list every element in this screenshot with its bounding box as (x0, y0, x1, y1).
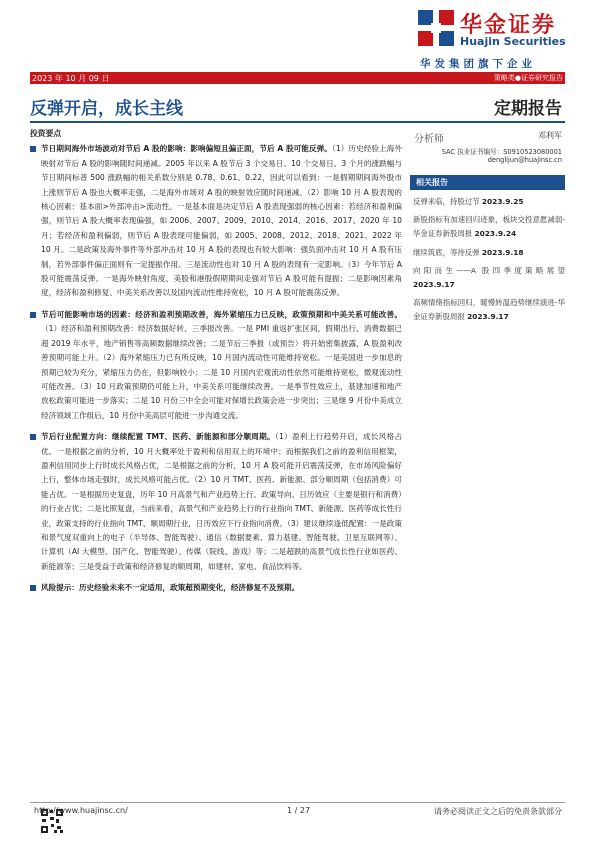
brand-slogan: 华发集团旗下企业 (420, 58, 536, 70)
key-point-body: （1）盈利上行趋势开启，成长风格占优。一是根据之前的分析，10 月大概率处于盈利和信用双上的环境中；而根据我们之前的盈利信用框架，盈利信用同步上行时成长风格占优，二是根据之前的分析，10 月 A 股可能开启震荡反弹，在市场风险偏好上行，整体市场走强时，成长风格可能占优。（2）10 月 TMT、医药、新能源、部分顺周期（包括消费）可能占优。一是根据历史复盘，历年 10 月高景气和产业趋势上行、政策导向、日历效应（主要是银行和消费）的行业占优；二是比照复盘，当前来看，高景气和产业趋势上行的行业指向 TMT、新能源、医药等成长性行业，政策支持的行业指向 TMT、顺周期行业，日历效应下行业指向消费。（3）建议继续逢低配置：一是政策和景气度双重向上的电子（半导体、智能驾驶）、通信（数据要素、算力基建、智能驾驶、卫星互联网等）、计算机（AI 大模型、国产化、智能驾驶）、传媒（院线、游戏）等；二是超跌的高景气成长性行业如医药、新能源等；三是受益于政策和经济修复的顺周期，如建材、家电、食品饮料等。 (41, 432, 402, 571)
key-point (30, 430, 402, 574)
bullet-icon (30, 312, 36, 318)
related-reports-title: 相关报告 (416, 178, 448, 187)
related-report-link[interactable] (413, 296, 565, 324)
bullet-icon (30, 146, 36, 152)
report-type: 定期报告 (494, 99, 562, 119)
related-report-title: 继续筑底，等待反弹 (413, 247, 480, 257)
report-category: 策略类●证券研究报告 (493, 74, 563, 82)
related-report-date: 2023.9.17 (467, 312, 509, 322)
footer-divider (30, 802, 565, 803)
page-title: 反弹开启，成长主线 (30, 99, 183, 119)
related-report-link[interactable] (413, 213, 565, 241)
key-point-lead: 节后行业配置方向：继续配置 TMT、医药、新能源和部分顺周期。 (41, 432, 275, 442)
related-report-title: 新股指标有加速回归迹象，板块交投意愿减弱-华金证券新股周报 (413, 215, 565, 239)
related-report-title: 反弹来临，持股过节 (413, 197, 480, 206)
related-report-date: 2023.9.18 (481, 247, 524, 257)
section-label: 投资要点 (30, 129, 62, 138)
key-point-body: （1）经济和盈利预期改善：经济数据好转、三季报改善。一是 PMI 重返扩张区间，假期出行、消费数据已超 2019 年水平，地产销售等高频数据继续改善；二是节后三季报（或预告）将开始密集披露，A 股盈利改善预期可能上升。（2）海外紧缩压力已有所反映，10 月国内流动性可能维持宽松。一是美国进一步加息的预期已较为充分，紧缩压力仍在，但影响较小；二是 10 月国内宏观流动性依然可能维持宽松，微观流动性可能改善。（3）10 月政策预期仍可能上升，中美关系可能继续改善。一是季节性效应上，基建加速和地产放松政策可能进一步落实；二是 10 月份三中全会可能对保增长政策会进一步突出；三是继 9 月份中美成立经济领域工作组后，10 月份中美高层可能进一步沟通交流。 (41, 324, 402, 420)
brand-name: 华金证券 (460, 13, 557, 38)
related-report-date: 2023.9.24 (474, 229, 517, 239)
brand-name-english: Huajin Securities (460, 35, 566, 48)
bullet-icon (30, 434, 36, 440)
related-report-link[interactable] (413, 195, 565, 209)
title-divider (30, 121, 565, 123)
date-banner (30, 72, 565, 84)
key-point (30, 142, 402, 300)
analyst-label: 分析师 (414, 134, 444, 145)
footer-disclaimer: 请务必阅读正文之后的免责条款部分 (434, 807, 562, 816)
page-number: 1 / 27 (287, 806, 311, 815)
related-report-title: 高频情绪指标回归，暖慢转温趋势继续演进-华金证券新股周报 (413, 298, 565, 322)
related-report-date: 2023.9.25 (481, 197, 524, 206)
related-report-link[interactable] (413, 246, 565, 260)
key-point-lead: 风险提示：历史经验未来不一定适用，政策超预期变化，经济修复不及预期。 (41, 583, 300, 593)
huajin-logo-icon (418, 10, 454, 46)
analyst-name: 邓利军 (538, 131, 562, 140)
report-date: 2023 年 10 月 09 日 (32, 74, 110, 83)
main-content (30, 127, 402, 603)
analyst-license: SAC 执业证书编号：S0910523080001 (441, 148, 562, 156)
related-report-link[interactable] (413, 264, 565, 292)
bullet-icon (30, 585, 36, 591)
footer-website-link[interactable]: http://www.huajinsc.cn/ (34, 806, 128, 815)
risk-warning (30, 581, 402, 595)
key-point-body: （1）历史经验上海外映射对节后 A 股的影响随时间递减。2005 年以来 A 股节后 3 个交易日、10 个交易日、3 个月的涨跌幅与节日期间标普 500 涨跌幅的相关系数分别是 0.78、0.61、0.22，因此可以看到：一是假期期间海外股市上涨则节后 A 股也大概率走强，二是海外市场对 A 股的映射效应随时间递减。（2）影响 10 月 A 股表现的核心因素：基本面>外部冲击>流动性。一是基本面是决定节后 A 股表现强弱的核心因素：若经济和盈利偏强，则节后 A 股大概率表现偏强，如 2006、2007、2009、2010、2014、2016、2017、2020 年 10 月；若经济和盈利偏弱，则节后 A 股表现可能偏弱，如 2005、2008、2012、2018、2021、2022 年 10 月。二是政策及海外事件等外部冲击对 10 月 A 股的表现也有较大影响：强负面冲击对 10 月 A 股有压制，若外部事件偏正面则有一定提振作用。三是流动性也对 10 月 A 股的表现有一定影响。（3）今年节后 A 股可能震荡反弹。一是海外映射角度，美股和港股假期期间走强对节后 A 股可能有提振；二是影响因素角度，经济和盈利修复、中美关系改善以及国内流动性维持宽松，10 月 A 股可能震荡反弹。 (41, 144, 403, 298)
related-reports-list (413, 195, 565, 329)
related-report-title: 向阳而生——A 股四季度策略展望 (413, 265, 565, 275)
related-report-date: 2023.9.17 (413, 280, 455, 290)
key-point-lead: 节后可能影响市场的因素：经济和盈利预期改善，海外紧缩压力已反映，政策预期和中美关系可能改善。 (41, 309, 402, 319)
key-point-lead: 节日期间海外市场波动对节后 A 股的影响：影响偏短且偏正面，节后 A 股可能反弹。 (41, 144, 332, 154)
analyst-email[interactable]: denglijun@huajinsc.cn (487, 156, 562, 164)
key-point (30, 308, 402, 423)
